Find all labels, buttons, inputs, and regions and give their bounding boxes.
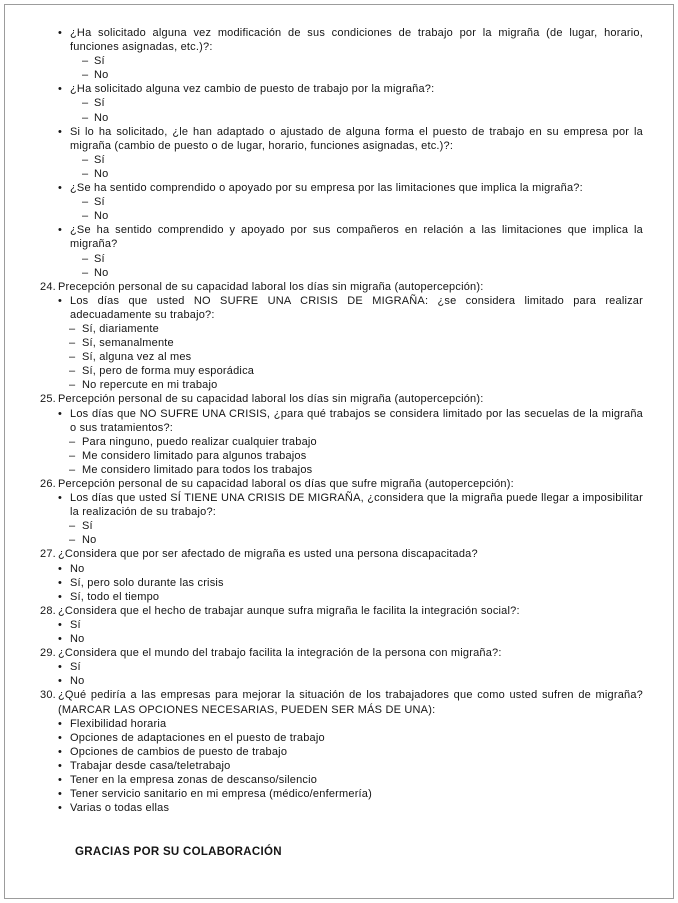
option-item-text: Sí [70, 661, 81, 674]
option-item-text: Sí [70, 618, 81, 631]
dash-icon: – [82, 111, 89, 124]
dash-icon: – [82, 167, 89, 180]
dash-icon: – [82, 196, 89, 209]
dash-icon: – [69, 351, 76, 364]
bullet-icon: • [58, 125, 63, 138]
numbered-question-text: ¿Considera que el hecho de trabajar aunque sufra migraña le facilita la integración social?: [58, 604, 520, 617]
option-item-text: No [94, 167, 109, 180]
dash-icon: – [82, 153, 89, 166]
option-item-text: No [82, 534, 97, 547]
numbered-question-text: Percepción personal de su capacidad laboral os días que sufre migraña (autopercepción): [58, 478, 514, 490]
dash-icon: – [82, 266, 89, 279]
option-item [58, 717, 643, 731]
dash-icon: – [69, 379, 76, 392]
bullet-subquestion [58, 294, 643, 322]
bullet-question-text: ¿Se ha sentido comprendido o apoyado por su empresa por las limitaciones que implica la migraña?: [70, 182, 583, 195]
option-item [69, 350, 643, 364]
option-item [58, 562, 643, 576]
questionnaire-content [5, 5, 673, 859]
bullet-question-text: ¿Ha solicitado alguna vez modificación de sus condiciones de trabajo por la migraña (de lugar, horario, funciones asignadas, etc.)?: [70, 27, 643, 54]
closing-note: GRACIAS POR SU COLABORACIÓN [75, 846, 282, 859]
option-item [69, 322, 643, 336]
option-item-text: Sí [94, 153, 105, 166]
option-item-text: Me considero limitado para todos los trabajos [82, 463, 313, 476]
question-number: 24. [40, 280, 56, 293]
bullet-icon: • [58, 576, 63, 589]
dash-icon: – [69, 463, 76, 476]
option-item-text: Flexibilidad horaria [70, 717, 167, 730]
option-item [69, 519, 643, 533]
option-item [69, 378, 643, 392]
numbered-question-text: Precepción personal de su capacidad laboral los días sin migraña (autopercepción): [58, 280, 484, 293]
option-item [82, 266, 643, 280]
option-item [58, 787, 643, 801]
option-item [58, 773, 643, 787]
option-item-text: No [70, 633, 85, 646]
bullet-icon: • [58, 562, 63, 575]
option-item [82, 209, 643, 223]
option-item-text: No [94, 111, 109, 124]
question-number: 28. [40, 604, 56, 617]
option-item-text: Sí [94, 55, 105, 68]
option-item-text: No [70, 562, 85, 575]
bullet-question [58, 125, 643, 153]
option-item-text: No [94, 210, 109, 223]
dash-icon: – [69, 365, 76, 378]
bullet-icon: • [58, 773, 63, 786]
bullet-icon: • [58, 492, 63, 505]
question-number: 25. [40, 393, 56, 406]
questionnaire-page [4, 4, 674, 899]
dash-icon: – [82, 97, 89, 110]
dash-icon: – [69, 322, 76, 335]
bullet-subquestion-text: Los días que usted SÍ TIENE UNA CRISIS DE MIGRAÑA, ¿considera que la migraña puede llegar a imposibilitar la realización de su trabajo?: [70, 492, 643, 519]
dash-icon: – [82, 69, 89, 82]
bullet-icon: • [58, 759, 63, 772]
option-item-text: Sí, todo el tiempo [70, 590, 160, 603]
bullet-icon: • [58, 731, 63, 744]
bullet-question-text: ¿Ha solicitado alguna vez cambio de puesto de trabajo por la migraña?: [70, 83, 435, 96]
option-item [58, 731, 643, 745]
option-item [69, 533, 643, 547]
bullet-subquestion-text: Los días que NO SUFRE UNA CRISIS, ¿para qué trabajos se considera limitado por las secuelas de la migraña o sus tratamientos?: [70, 407, 643, 434]
option-item [58, 632, 643, 646]
bullet-icon: • [58, 590, 63, 603]
option-item-text: Sí [94, 97, 105, 110]
dash-icon: – [69, 435, 76, 448]
option-item [58, 759, 643, 773]
option-item [58, 801, 643, 815]
question-number: 26. [40, 478, 56, 490]
option-item-text: Trabajar desde casa/teletrabajo [70, 759, 231, 772]
option-item [69, 336, 643, 350]
option-item [58, 674, 643, 688]
bullet-icon: • [58, 745, 63, 758]
bullet-icon: • [58, 661, 63, 674]
numbered-question-text: ¿Considera que el mundo del trabajo facilita la integración de la persona con migraña?: [58, 647, 502, 660]
numbered-question [40, 547, 643, 561]
option-item-text: Tener servicio sanitario en mi empresa (médico/enfermería) [70, 788, 372, 801]
dash-icon: – [82, 55, 89, 68]
bullet-question-text: Si lo ha solicitado, ¿le han adaptado o ajustado de alguna forma el puesto de trabajo en su empresa por la migraña (cambio de puesto o de lugar, horario, funciones asignadas, etc.)?: [70, 125, 643, 152]
option-item-text: Varias o todas ellas [70, 802, 170, 815]
option-item-text: Me considero limitado para algunos trabajos [82, 449, 307, 462]
option-item [58, 618, 643, 632]
bullet-question-text: ¿Se ha sentido comprendido y apoyado por sus compañeros en relación a las limitaciones que implica la migraña? [70, 224, 643, 251]
dash-icon: – [69, 337, 76, 350]
bullet-icon: • [58, 294, 63, 307]
numbered-question [40, 392, 643, 406]
option-item [82, 111, 643, 125]
question-number: 29. [40, 647, 56, 660]
numbered-question-text: Percepción personal de su capacidad laboral los días sin migraña (autopercepción): [58, 393, 484, 406]
option-item [82, 68, 643, 82]
bullet-question [58, 26, 643, 54]
option-item-text: Para ninguno, puedo realizar cualquier trabajo [82, 435, 317, 448]
option-item-text: Sí, pero solo durante las crisis [70, 576, 224, 589]
bullet-icon: • [58, 618, 63, 631]
dash-icon: – [82, 210, 89, 223]
option-item [82, 153, 643, 167]
option-item [82, 96, 643, 110]
numbered-question [40, 280, 643, 294]
option-item-text: No [94, 266, 109, 279]
numbered-question-text: ¿Considera que por ser afectado de migraña es usted una persona discapacitada? [58, 548, 478, 561]
option-item-text: Sí, pero de forma muy esporádica [82, 365, 255, 378]
bullet-icon: • [58, 675, 63, 688]
question-list [40, 26, 643, 815]
numbered-question [40, 646, 643, 660]
option-item [69, 364, 643, 378]
dash-icon: – [69, 534, 76, 547]
bullet-subquestion [58, 491, 643, 519]
bullet-icon: • [58, 83, 63, 96]
option-item-text: Tener en la empresa zonas de descanso/silencio [70, 773, 318, 786]
dash-icon: – [69, 449, 76, 462]
option-item [82, 195, 643, 209]
option-item [58, 660, 643, 674]
bullet-icon: • [58, 27, 63, 39]
option-item [69, 463, 643, 477]
bullet-icon: • [58, 717, 63, 730]
bullet-question [58, 181, 643, 195]
option-item-text: Opciones de cambios de puesto de trabajo [70, 745, 288, 758]
dash-icon: – [69, 520, 76, 533]
option-item [82, 54, 643, 68]
bullet-icon: • [58, 633, 63, 646]
option-item [69, 449, 643, 463]
question-number: 27. [40, 548, 56, 561]
question-number: 30. [40, 689, 56, 702]
bullet-icon: • [58, 407, 63, 420]
option-item-text: No [70, 675, 85, 688]
option-item-text: No [94, 69, 109, 82]
option-item-text: Sí, semanalmente [82, 337, 174, 350]
option-item-text: Sí, diariamente [82, 322, 159, 335]
option-item [69, 435, 643, 449]
bullet-icon: • [58, 182, 63, 195]
bullet-icon: • [58, 788, 63, 801]
bullet-icon: • [58, 224, 63, 237]
option-item [58, 576, 643, 590]
option-item-text: No repercute en mi trabajo [82, 379, 218, 392]
option-item-text: Opciones de adaptaciones en el puesto de trabajo [70, 731, 325, 744]
numbered-question-text: ¿Qué pediría a las empresas para mejorar la situación de los trabajadores que como usted sufren de migraña? (MARCAR LAS OPCIONES NECESARIAS, PUEDEN SER MÁS DE UNA): [58, 689, 643, 716]
bullet-question [58, 82, 643, 96]
numbered-question [40, 688, 643, 716]
dash-icon: – [82, 252, 89, 265]
option-item-text: Sí [82, 520, 93, 533]
option-item-text: Sí [94, 196, 105, 209]
numbered-question [40, 477, 643, 491]
option-item [58, 745, 643, 759]
option-item-text: Sí [94, 252, 105, 265]
numbered-question [40, 604, 643, 618]
option-item [58, 590, 643, 604]
bullet-question [58, 223, 643, 251]
option-item [82, 167, 643, 181]
option-item-text: Sí, alguna vez al mes [82, 351, 192, 364]
bullet-subquestion [58, 407, 643, 435]
option-item [82, 252, 643, 266]
bullet-subquestion-text: Los días que usted NO SUFRE UNA CRISIS DE MIGRAÑA: ¿se considera limitado para realizar adecuadamente su trabajo?: [70, 294, 643, 321]
bullet-icon: • [58, 802, 63, 815]
